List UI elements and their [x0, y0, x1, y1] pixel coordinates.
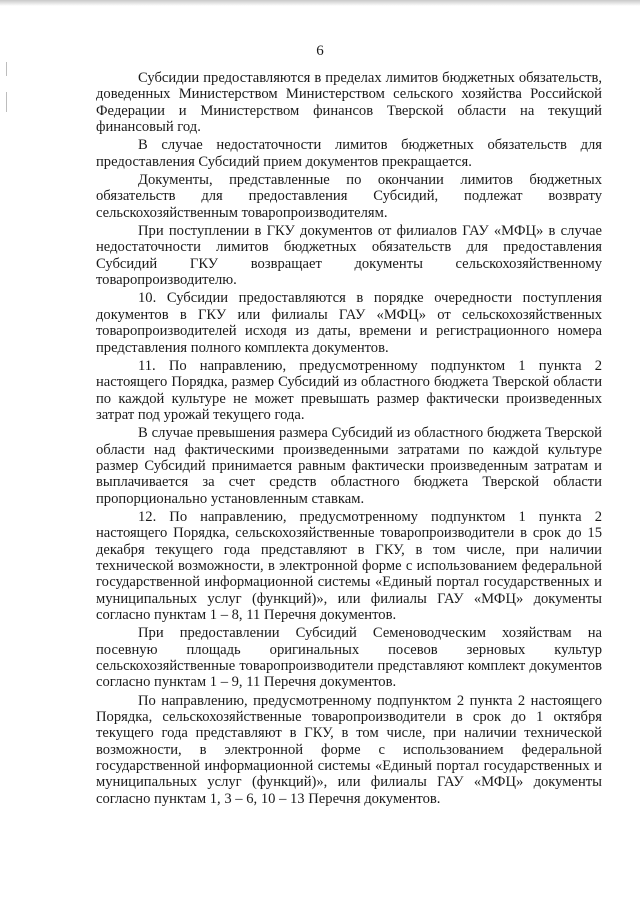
paragraph: 11. По направлению, предусмотренному подпунктом 1 пункта 2 настоящего Порядка, размер Субсидий из областного бюджета Тверской области по каждой культуре не может превышать размер фактически произведенных затрат под урожай текущего года.: [96, 357, 602, 423]
paragraph: В случае превышения размера Субсидий из областного бюджета Тверской области над фактическими произведенными затратами по каждой культуре размер Субсидий принимается равным фактически произведенным затратам и выплачивается за счет средств областного бюджета Тверской области пропорционально установленным ставкам.: [96, 425, 602, 507]
scan-margin-mark: [6, 62, 7, 76]
paragraph: При предоставлении Субсидий Семеноводческим хозяйствам на посевную площадь оригинальных посевов зерновых культур сельскохозяйственные товаропроизводители представляют комплект документов согласно пунктам 1 – 9, 11 Перечня документов.: [96, 625, 602, 691]
paragraph: При поступлении в ГКУ документов от филиалов ГАУ «МФЦ» в случае недостаточности лимитов бюджетных обязательств для предоставления Субсидий ГКУ возвращает документы сельскохозяйственному товаропроизводителю.: [96, 223, 602, 289]
scan-margin-mark: [6, 92, 7, 112]
paragraph: Документы, представленные по окончании лимитов бюджетных обязательств для предоставления Субсидий, подлежат возврату сельскохозяйственным товаропроизводителям.: [96, 172, 602, 221]
paragraph: По направлению, предусмотренному подпунктом 2 пункта 2 настоящего Порядка, сельскохозяйственные товаропроизводители в срок до 1 октября текущего года представляют в ГКУ, в том числе, при наличии технической возможности, в электронной форме с использованием федеральной государственной информационной системы «Единый портал государственных и муниципальных услуг (функций)», или филиалы ГАУ «МФЦ» документы согласно пунктам 1, 3 – 6, 10 – 13 Перечня документов.: [96, 692, 602, 807]
paragraph: В случае недостаточности лимитов бюджетных обязательств для предоставления Субсидий прием документов прекращается.: [96, 137, 602, 170]
paragraph: 10. Субсидии предоставляются в порядке очередности поступления документов в ГКУ или филиалы ГАУ «МФЦ» от сельскохозяйственных товаропроизводителей исходя из даты, времени и регистрационного номера представления полного комплекта документов.: [96, 290, 602, 356]
paragraph: 12. По направлению, предусмотренному подпунктом 1 пункта 2 настоящего Порядка, сельскохозяйственные товаропроизводители в срок до 15 декабря текущего года представляют в ГКУ, в том числе, при наличии технической возможности, в электронной форме с использованием федеральной государственной информационной системы «Единый портал государственных и муниципальных услуг (функций)», или филиалы ГАУ «МФЦ» документы согласно пунктам 1 – 8, 11 Перечня документов.: [96, 508, 602, 623]
scan-edge-shadow: [0, 0, 640, 6]
paragraph: Субсидии предоставляются в пределах лимитов бюджетных обязательств, доведенных Министерством Министерством сельского хозяйства Российской Федерации и Министерством финансов Тверской области на текущий финансовый год.: [96, 70, 602, 136]
page-number: 6: [316, 43, 324, 59]
document-body: [96, 70, 602, 807]
